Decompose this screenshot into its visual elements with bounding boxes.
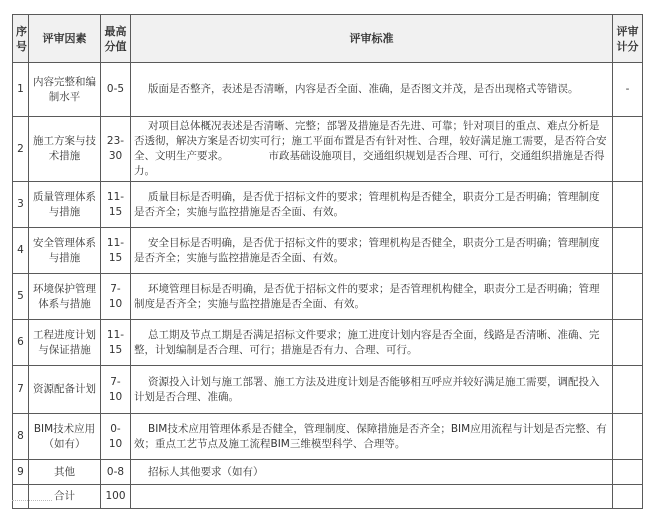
row-seq: 1 <box>13 63 29 117</box>
row-final <box>613 320 643 366</box>
header-seq: 序号 <box>13 15 29 63</box>
header-max-score: 最高分值 <box>101 15 131 63</box>
row-seq: 4 <box>13 228 29 274</box>
row-final <box>613 228 643 274</box>
row-score: 11-15 <box>101 182 131 228</box>
row-standard <box>131 182 613 228</box>
row-factor: 工程进度计划与保证措施 <box>29 320 101 366</box>
row-factor: BIM技术应用（如有） <box>29 414 101 460</box>
row-final <box>613 274 643 320</box>
row-standard-text: 总工期及节点工期是否满足招标文件要求；施工进度计划内容是否全面，线路是否清晰、准确、完整，计划编制是否合理、可行；措施是否有力、合理、可行。 <box>134 328 600 356</box>
row-seq: 3 <box>13 182 29 228</box>
row-standard-text: 对项目总体概况表述是否清晰、完整；部署及措施是否先进、可靠；针对项目的重点、难点分析是否透彻，解决方案是否切实可行；施工平面布置是否有针对性、合理，较好满足施工需要，是否符合安全、文明生产要求。 <box>134 120 607 162</box>
row-standard <box>131 63 613 117</box>
row-standard-text: 资源投入计划与施工部署、施工方法及进度计划是否能够相互呼应并较好满足施工需要，调配投入计划是否合理、准确。 <box>134 375 600 403</box>
row-standard <box>131 117 613 182</box>
table-row <box>13 274 643 320</box>
row-seq: 9 <box>13 460 29 485</box>
table-row <box>13 366 643 414</box>
row-factor: 质量管理体系与措施 <box>29 182 101 228</box>
row-score: 0-8 <box>101 460 131 485</box>
row-standard <box>131 228 613 274</box>
table-row <box>13 182 643 228</box>
row-final <box>613 182 643 228</box>
row-seq: 7 <box>13 366 29 414</box>
cropped-footnote-line <box>12 494 52 501</box>
row-score: 0-10 <box>101 414 131 460</box>
row-standard-text: 招标人其他要求（如有） <box>148 465 264 478</box>
row-standard <box>131 320 613 366</box>
row-factor: 资源配备计划 <box>29 366 101 414</box>
table-row <box>13 117 643 182</box>
row-standard-text: BIM技术应用管理体系是否健全，管理制度、保障措施是否齐全；BIM应用流程与计划是否完整、有效；重点工艺节点及施工流程BIM三维模型科学、合理等。 <box>134 422 607 450</box>
row-factor: 安全管理体系与措施 <box>29 228 101 274</box>
header-standard: 评审标准 <box>131 15 613 63</box>
row-final <box>613 117 643 182</box>
row-factor: 其他 <box>29 460 101 485</box>
row-score: 0-5 <box>101 63 131 117</box>
table-row <box>13 228 643 274</box>
row-standard <box>131 274 613 320</box>
row-seq: 2 <box>13 117 29 182</box>
table-row <box>13 320 643 366</box>
row-standard-text: 环境管理目标是否明确，是否优于招标文件的要求；是否管理机构健全，职责分工是否明确；管理制度是否齐全；实施与监控措施是否全面、有效。 <box>134 282 600 310</box>
row-factor: 内容完整和编制水平 <box>29 63 101 117</box>
row-standard <box>131 460 613 485</box>
row-final <box>613 460 643 485</box>
row-standard <box>131 366 613 414</box>
row-standard-text: 安全目标是否明确，是否优于招标文件的要求；管理机构是否健全，职责分工是否明确；管理制度是否齐全；实施与监控措施是否全面、有效。 <box>134 236 600 264</box>
row-score: 11-15 <box>101 320 131 366</box>
row-factor: 施工方案与技术措施 <box>29 117 101 182</box>
header-final-score: 评审计分 <box>613 15 643 63</box>
row-seq: 5 <box>13 274 29 320</box>
table-row <box>13 460 643 485</box>
table-row <box>13 63 643 117</box>
row-standard-extra: 市政基础设施项目，交通组织规划是否合理、可行，交通组织措施是否得力。 <box>134 150 605 177</box>
total-label: 合计 <box>29 485 101 509</box>
row-score: 11-15 <box>101 228 131 274</box>
row-standard-text: 版面是否整齐，表述是否清晰，内容是否全面、准确，是否图文并茂，是否出现格式等错误。 <box>148 83 579 95</box>
row-standard-text: 质量目标是否明确，是否优于招标文件的要求；管理机构是否健全，职责分工是否明确；管理制度是否齐全；实施与监控措施是否全面、有效。 <box>134 190 600 218</box>
evaluation-criteria-table <box>12 14 643 509</box>
row-factor: 环境保护管理体系与措施 <box>29 274 101 320</box>
row-final <box>613 414 643 460</box>
header-factor: 评审因素 <box>29 15 101 63</box>
header-row <box>13 15 643 63</box>
row-seq: 8 <box>13 414 29 460</box>
row-final <box>613 366 643 414</box>
table-row <box>13 414 643 460</box>
row-seq: 6 <box>13 320 29 366</box>
row-score: 7-10 <box>101 366 131 414</box>
row-standard <box>131 414 613 460</box>
row-score: 7-10 <box>101 274 131 320</box>
row-score: 23-30 <box>101 117 131 182</box>
row-final: - <box>613 63 643 117</box>
total-score: 100 <box>101 485 131 509</box>
